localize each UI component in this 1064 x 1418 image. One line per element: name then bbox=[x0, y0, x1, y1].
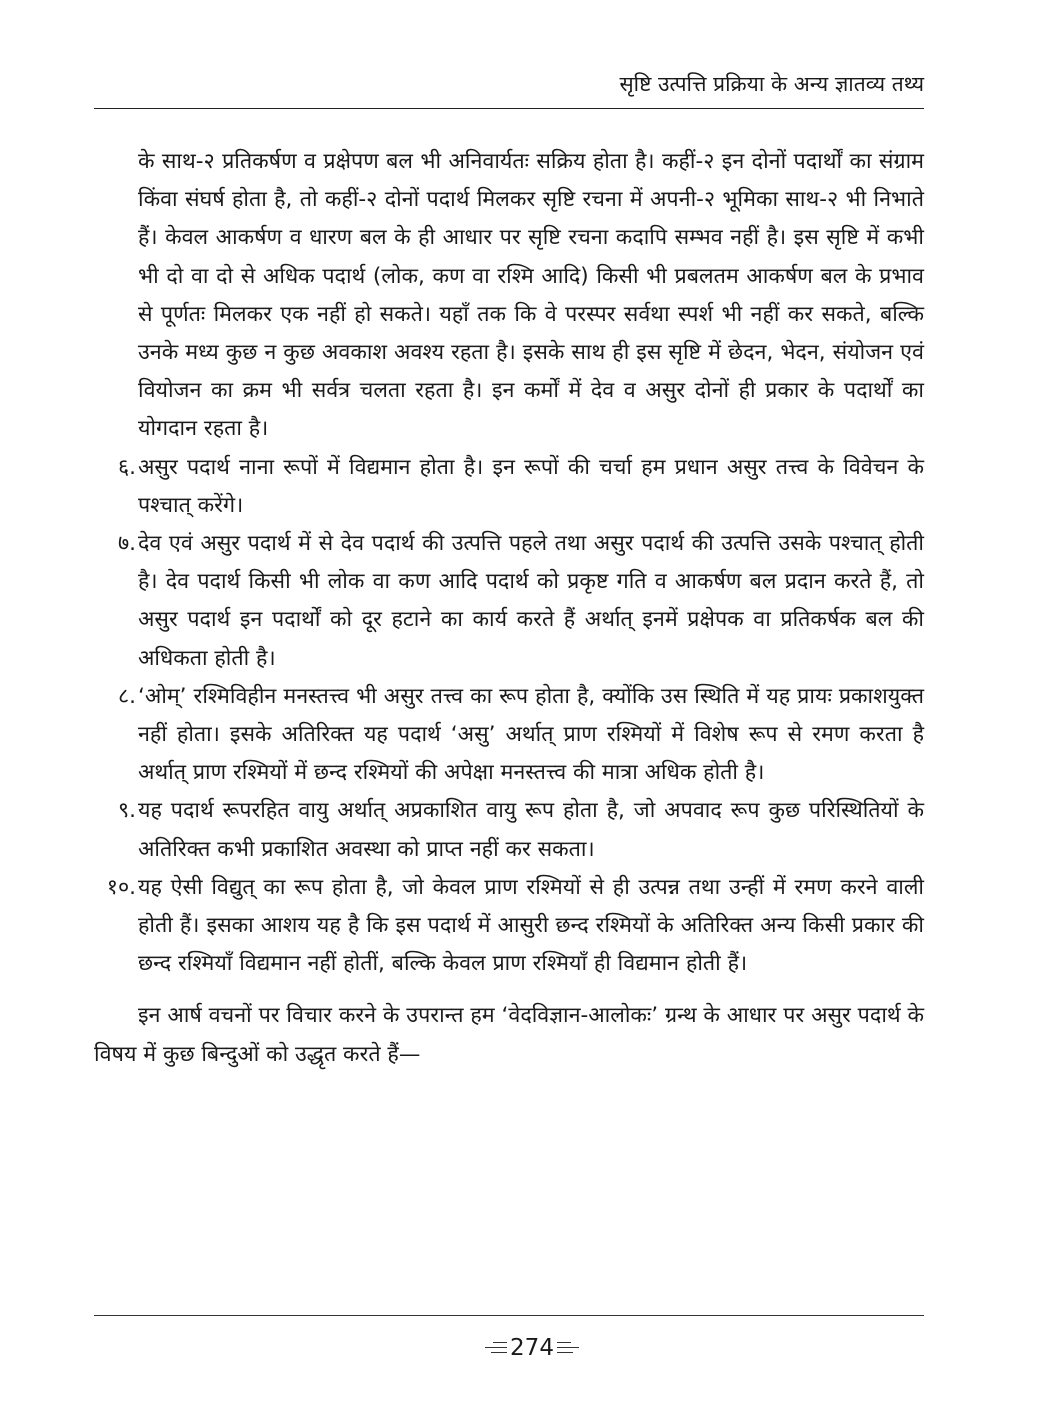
list-item-7 bbox=[94, 525, 924, 678]
list-item-text: असुर पदार्थ नाना रूपों में विद्यमान होता है। इन रूपों की चर्चा हम प्रधान असुर तत्त्व के विवेचन के पश्चात् करेंगे। bbox=[138, 454, 924, 518]
list-item-text: ‘ओम्’ रश्मिविहीन मनस्तत्त्व भी असुर तत्त्व का रूप होता है, क्योंकि उस स्थिति में यह प्रायः प्रकाशयुक्त नहीं होता। इसके अतिरिक्त यह पदार्थ ‘असु’ अर्थात् प्राण रश्मियों में विशेष रूप से रमण करता है अर्थात् प्राण रश्मियों में छन्द रश्मियों की अपेक्षा मनस्तत्त्व की मात्रा अधिक होती है। bbox=[138, 683, 924, 786]
list-item-number: ९. bbox=[117, 798, 136, 824]
list-item-text: यह ऐसी विद्युत् का रूप होता है, जो केवल प्राण रश्मियों से ही उत्पन्न तथा उन्हीं में रमण करने वाली होती हैं। इसका आशय यह है कि इस पदार्थ में आसुरी छन्द रश्मियों के अतिरिक्त अन्य किसी प्रकार की छन्द रश्मियाँ विद्यमान नहीं होतीं, बल्कि केवल प्राण रश्मियाँ ही विद्यमान होती हैं। bbox=[138, 874, 924, 977]
running-header: सृष्टि उत्पत्ति प्रक्रिया के अन्य ज्ञातव्य तथ्य bbox=[619, 72, 924, 96]
list-item-10 bbox=[94, 869, 924, 984]
list-item-text: देव एवं असुर पदार्थ में से देव पदार्थ की उत्पत्ति पहले तथा असुर पदार्थ की उत्पत्ति उसके पश्चात् होती है। देव पदार्थ किसी भी लोक वा कण आदि पदार्थ को प्रकृष्ट गति व आकर्षण बल प्रदान करते हैं, तो असुर पदार्थ इन पदार्थों को दूर हटाने का कार्य करते हैं अर्थात् इनमें प्रक्षेपक वा प्रतिकर्षक बल की अधिकता होती है। bbox=[138, 531, 924, 671]
page-body bbox=[94, 143, 924, 1074]
closing-paragraph: इन आर्ष वचनों पर विचार करने के उपरान्त हम ‘वेदविज्ञान-आलोकः’ ग्रन्थ के आधार पर असुर पदार्थ के विषय में कुछ बिन्दुओं को उद्धृत करते हैं— bbox=[94, 1003, 924, 1067]
list-item-6 bbox=[94, 449, 924, 525]
list-item-number: ८. bbox=[117, 683, 136, 709]
list-item-number: १०. bbox=[106, 874, 136, 900]
list-item-9 bbox=[94, 792, 924, 868]
right-ornament-icon bbox=[557, 1341, 581, 1355]
header-divider bbox=[94, 108, 924, 109]
list-item-number: ६. bbox=[117, 454, 136, 480]
left-ornament-icon bbox=[483, 1341, 507, 1355]
list-item-text: यह पदार्थ रूपरहित वायु अर्थात् अप्रकाशित वायु रूप होता है, जो अपवाद रूप कुछ परिस्थितियों के अतिरिक्त कभी प्रकाशित अवस्था को प्राप्त नहीं कर सकता। bbox=[138, 798, 924, 862]
continuation-paragraph: के साथ-२ प्रतिकर्षण व प्रक्षेपण बल भी अनिवार्यतः सक्रिय होता है। कहीं-२ इन दोनों पदार्थों का संग्राम किंवा संघर्ष होता है, तो कहीं-२ दोनों पदार्थ मिलकर सृष्टि रचना में अपनी-२ भूमिका साथ-२ भी निभाते हैं। केवल आकर्षण व धारण बल के ही आधार पर सृष्टि रचना कदापि सम्भव नहीं है। इस सृष्टि में कभी भी दो वा दो से अधिक पदार्थ (लोक, कण वा रश्मि आदि) किसी भी प्रबलतम आकर्षण बल के प्रभाव से पूर्णतः मिलकर एक नहीं हो सकते। यहाँ तक कि वे परस्पर सर्वथा स्पर्श भी नहीं कर सकते, बल्कि उनके मध्य कुछ न कुछ अवकाश अवश्य रहता है। इसके साथ ही इस सृष्टि में छेदन, भेदन, संयोजन एवं वियोजन का क्रम भी सर्वत्र चलता रहता है। इन कर्मों में देव व असुर दोनों ही प्रकार के पदार्थों का योगदान रहता है। bbox=[138, 149, 924, 442]
page-number: 274 bbox=[510, 1334, 554, 1361]
footer-divider bbox=[94, 1315, 924, 1316]
list-item-8 bbox=[94, 678, 924, 793]
page-number-block bbox=[0, 1334, 1064, 1361]
list-item-number: ७. bbox=[117, 531, 136, 557]
